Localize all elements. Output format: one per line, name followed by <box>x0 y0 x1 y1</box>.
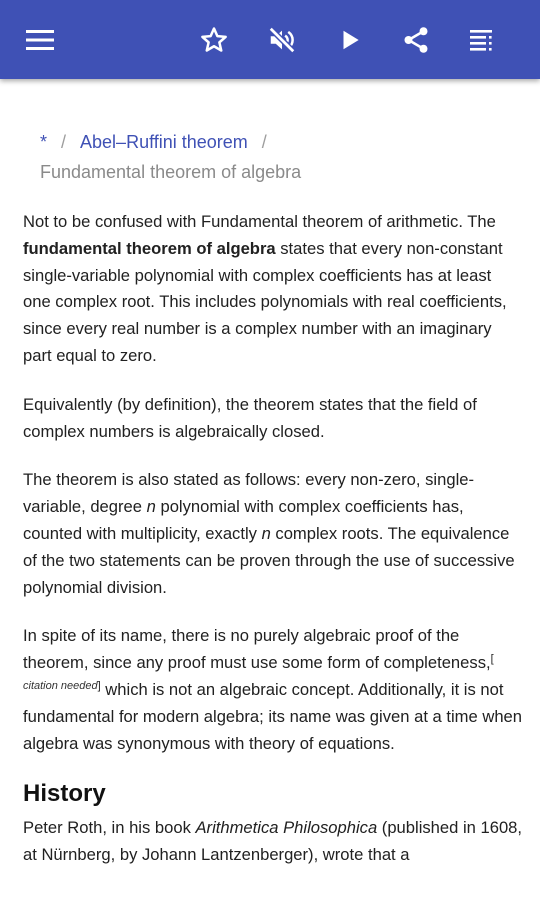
paragraph-intro <box>23 209 523 370</box>
disambiguation-note[interactable]: Not to be confused with Fundamental theorem of arithmetic. <box>23 212 463 231</box>
math-n: n <box>146 497 156 517</box>
paragraph-equivalently: Equivalently (by definition), the theorem states that the field of complex numbers is algebraically closed. <box>23 394 477 441</box>
mute-button[interactable] <box>262 20 302 60</box>
text-run: states that every non-constant single-variable polynomial with complex coefficients has at least one complex root. This includes polynomials with real coefficients, since every real number is a complex number with an imaginary part equal to zero. <box>23 238 507 365</box>
paragraph-statement <box>23 467 523 601</box>
play-button[interactable] <box>330 20 370 60</box>
paragraph-proof <box>23 623 523 757</box>
bookmark-button[interactable] <box>194 20 234 60</box>
text-run: which is not an algebraic concept. Additionally, it is not fundamental for modern algebra; its name was given at a time when algebra was synonymous with theory of equations. <box>23 679 523 753</box>
breadcrumb-current: Fundamental theorem of algebra <box>40 162 302 182</box>
cite-bracket: ] <box>97 679 101 692</box>
article-body <box>23 209 523 869</box>
menu-button[interactable] <box>20 20 60 60</box>
text-run: In spite of its name, there is no purely algebraic proof of the theorem, since any proof must use some form of completeness, <box>23 626 491 673</box>
article-view[interactable] <box>0 79 540 900</box>
contents-list-icon <box>470 29 498 51</box>
cite-text: citation needed <box>23 679 98 692</box>
breadcrumb-root-link[interactable]: * <box>40 132 48 152</box>
share-button[interactable] <box>396 20 436 60</box>
contents-button[interactable] <box>464 20 504 60</box>
app-toolbar <box>0 0 540 79</box>
breadcrumb-separator: / <box>61 132 67 152</box>
bold-term: fundamental theorem of algebra <box>23 238 276 258</box>
math-n: n <box>261 523 271 543</box>
menu-icon <box>26 29 54 51</box>
breadcrumb-parent-link[interactable]: Abel–Ruffini theorem <box>80 132 248 152</box>
text-run: The theorem is also stated as follows: every non-zero, single-variable, degree <box>23 470 475 517</box>
volume-off-icon <box>267 25 297 55</box>
section-heading-history: History <box>23 780 106 808</box>
cite-bracket: [ <box>490 653 494 666</box>
text-run: The <box>467 212 496 231</box>
breadcrumb <box>40 127 500 187</box>
breadcrumb-separator: / <box>261 132 267 152</box>
paragraph-history <box>23 815 523 869</box>
share-icon <box>401 25 431 55</box>
text-run: (published in 1608, at Nürnberg, by Johann Lantzenberger), wrote that a <box>23 818 523 865</box>
book-title: Arithmetica Philosophica <box>195 818 378 838</box>
play-icon <box>337 27 363 53</box>
text-run: Peter Roth, in his book <box>23 818 196 838</box>
star-icon <box>199 25 229 55</box>
text-run: complex roots. The equivalence of the two statements can be proven through the use of successive polynomial division. <box>23 523 515 597</box>
text-run: polynomial with complex coefficients has, counted with multiplicity, exactly <box>23 497 464 543</box>
